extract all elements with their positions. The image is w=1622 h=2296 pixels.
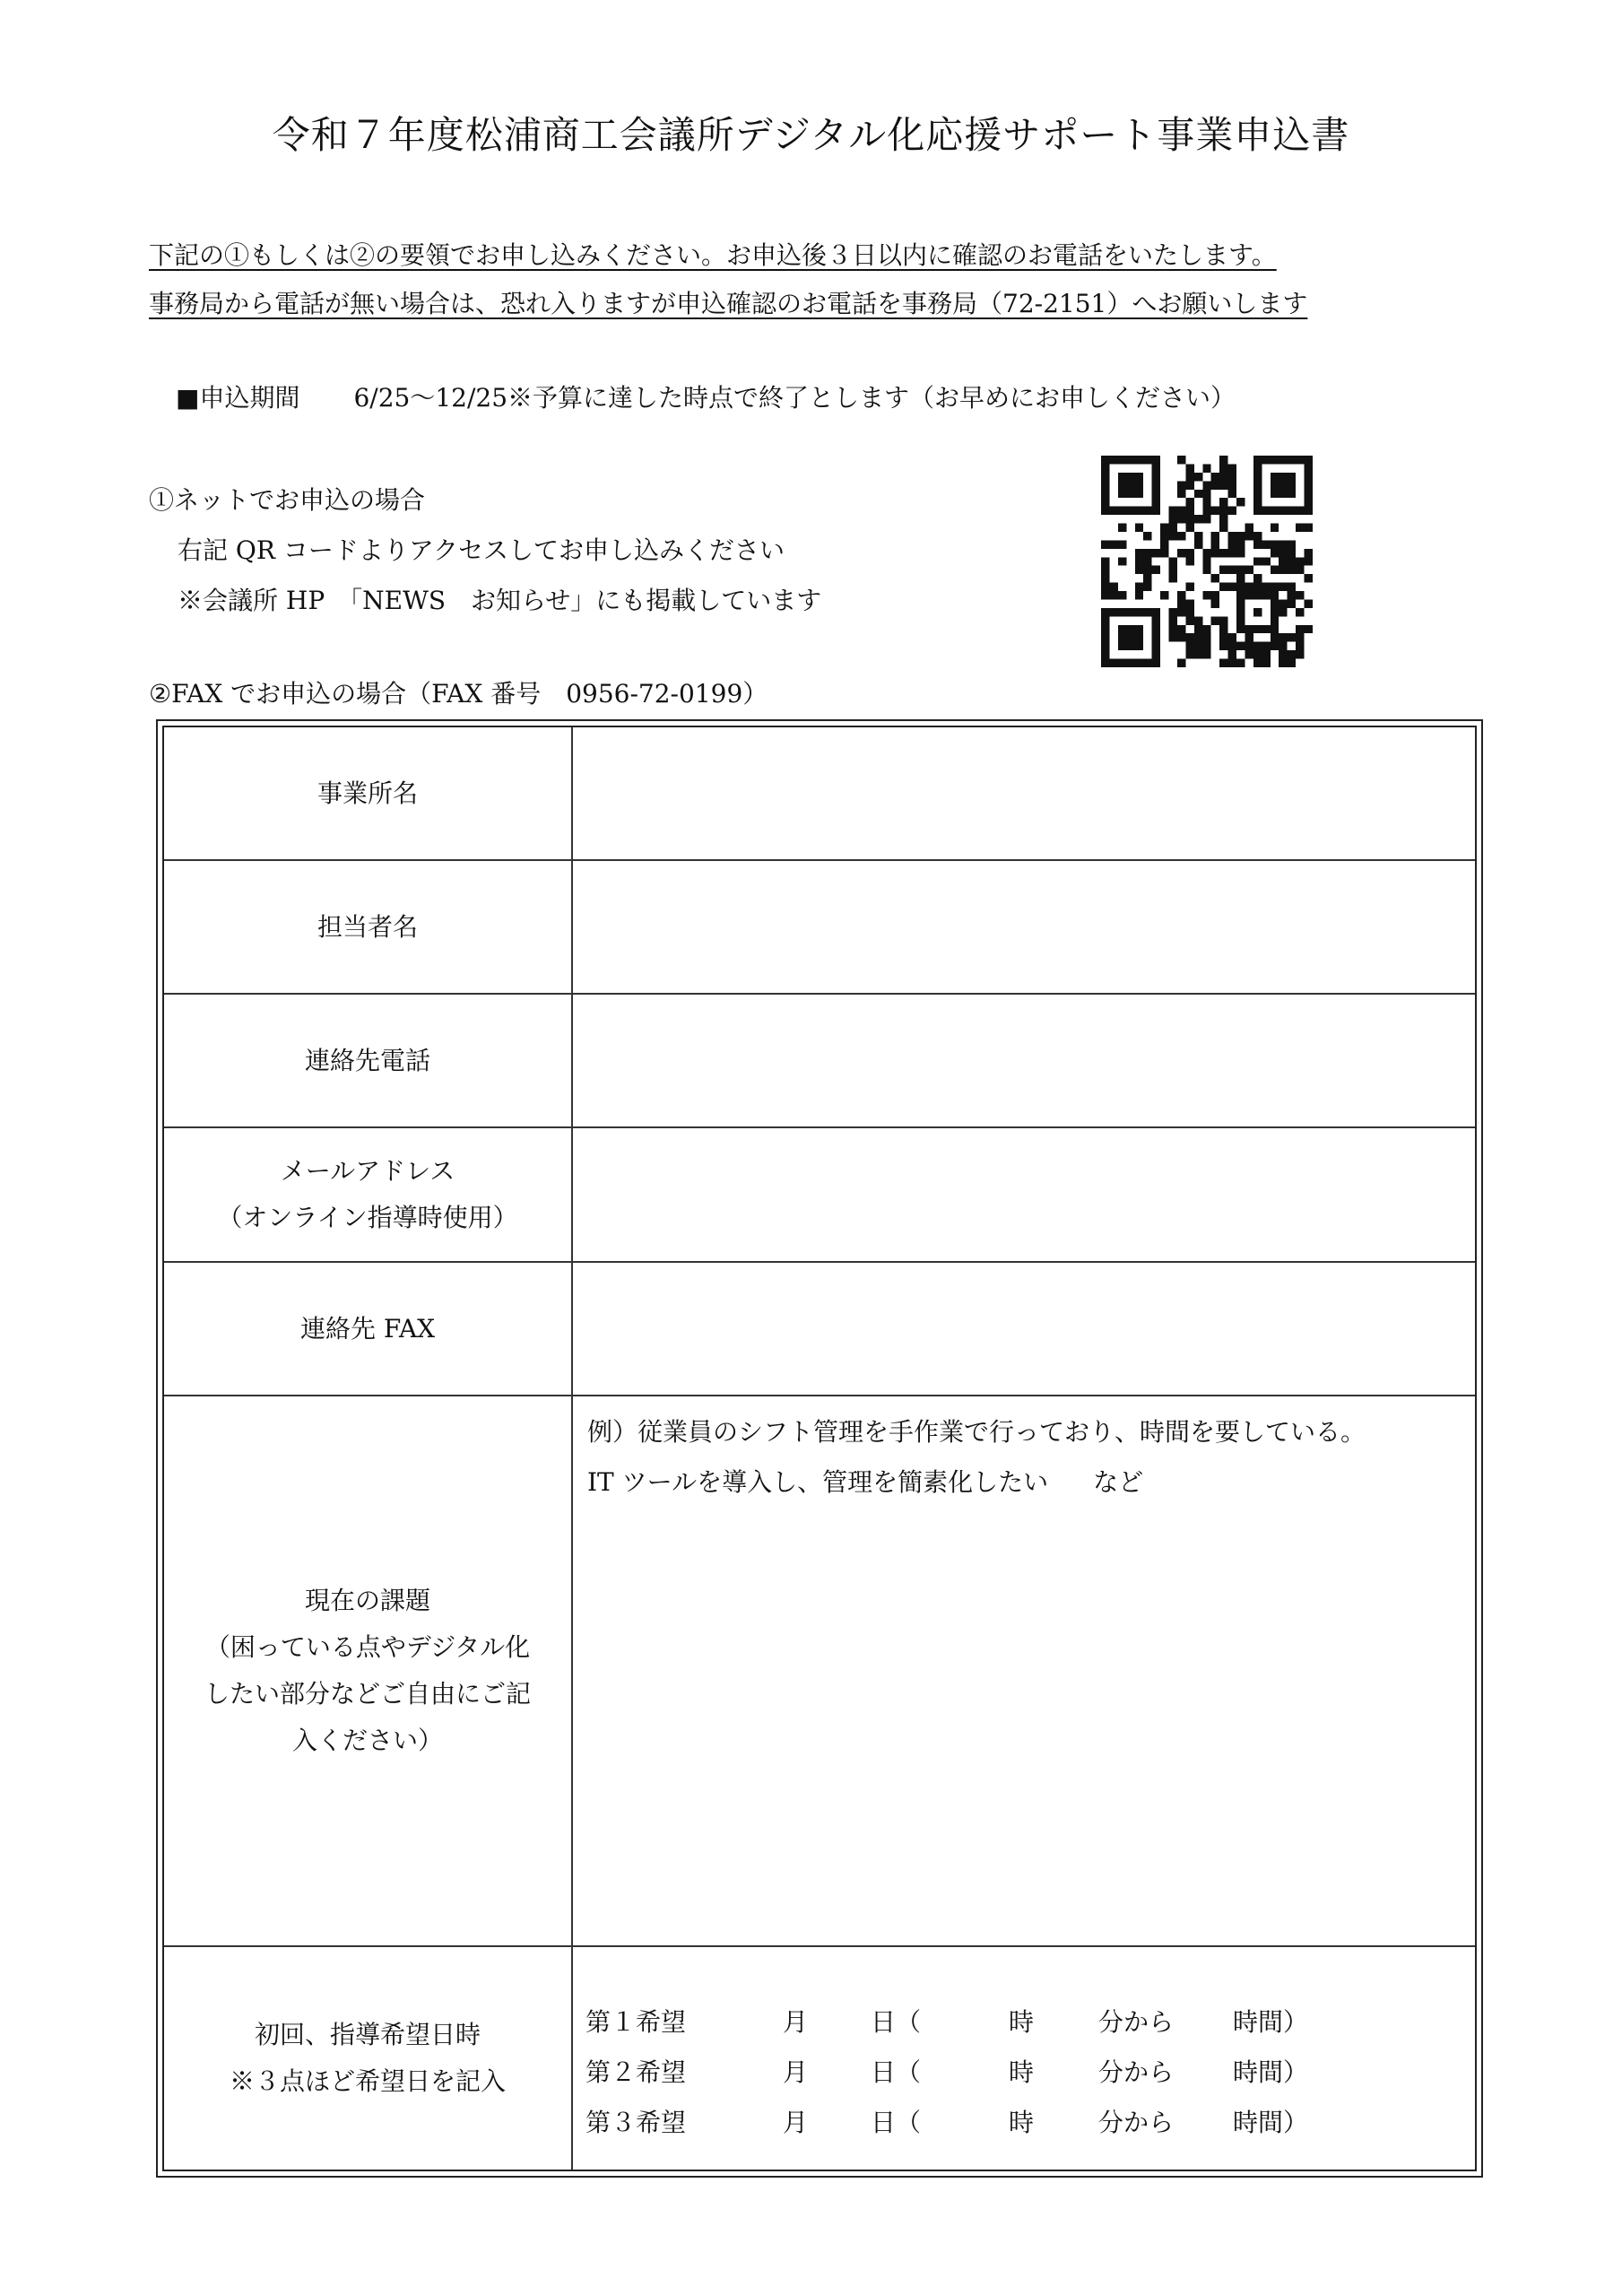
online-line-1: 右記 QR コードよりアクセスしてお申し込みください [178, 535, 785, 565]
schedule-row[interactable] [585, 2048, 1475, 2098]
issue-example-line-3: など [1093, 1467, 1144, 1497]
schedule-choice: 第２希望 [585, 2057, 687, 2087]
schedule-minute: 分から [1098, 2057, 1175, 2087]
issue-label-line-3: したい部分などご自由にご記 [204, 1679, 531, 1709]
email-label [164, 1128, 573, 1263]
schedule-choice: 第１希望 [585, 2007, 687, 2037]
contact-person-label: 担当者名 [164, 861, 573, 995]
schedule-label-line-1: 初回、指導希望日時 [254, 2020, 481, 2049]
intro-line-2: 事務局から電話が無い場合は、恐れ入りますが申込確認のお電話を事務局（72-2151）へお願いします [149, 289, 1308, 318]
phone-field[interactable] [573, 995, 1475, 1128]
email-label-line-2: （オンライン指導時使用） [217, 1203, 518, 1232]
form-grid [162, 726, 1477, 2171]
business-name-label: 事業所名 [164, 727, 573, 861]
schedule-month: 月 [783, 2007, 809, 2037]
current-issue-label [164, 1396, 573, 1947]
schedule-month: 月 [783, 2108, 809, 2137]
email-field[interactable] [573, 1128, 1475, 1263]
online-application-section [149, 475, 821, 626]
contact-person-field[interactable] [573, 861, 1475, 995]
issue-label-line-2: （困っている点やデジタル化 [204, 1632, 531, 1662]
schedule-label-line-2: ※３点ほど希望日を記入 [229, 2066, 506, 2096]
issue-example-line-1: 例）従業員のシフト管理を手作業で行っており、時間を要している。 [587, 1417, 1366, 1447]
period-label: ■申込期間 [176, 383, 300, 413]
intro-line-1: 下記の①もしくは②の要領でお申し込みください。お申込後３日以内に確認のお電話をいたします。 [149, 240, 1277, 270]
schedule-duration: 時間） [1233, 2057, 1309, 2087]
schedule-row[interactable] [585, 2098, 1475, 2148]
schedule-month: 月 [783, 2057, 809, 2087]
issue-label-line-4: 入ください） [291, 1726, 443, 1755]
schedule-day: 日（ [871, 2108, 922, 2137]
current-issue-field[interactable] [573, 1396, 1475, 1947]
schedule-hour: 時 [1009, 2108, 1035, 2137]
fax-heading: ②FAX でお申込の場合（FAX 番号 0956-72-0199） [149, 679, 768, 709]
fax-label: 連絡先 FAX [164, 1263, 573, 1396]
online-heading: ①ネットでお申込の場合 [149, 485, 426, 515]
business-name-field[interactable] [573, 727, 1475, 861]
schedule-day: 日（ [871, 2007, 922, 2037]
schedule-day: 日（ [871, 2057, 922, 2087]
fax-field[interactable] [573, 1263, 1475, 1396]
schedule-choice: 第３希望 [585, 2108, 687, 2137]
email-label-line-1: メールアドレス [280, 1156, 455, 1186]
phone-label: 連絡先電話 [164, 995, 573, 1128]
schedule-field[interactable] [573, 1947, 1475, 2170]
qr-code[interactable] [1101, 456, 1313, 667]
issue-example-line-2: IT ツールを導入し、管理を簡素化したい [587, 1467, 1049, 1497]
schedule-hour: 時 [1009, 2057, 1035, 2087]
schedule-duration: 時間） [1233, 2007, 1309, 2037]
page-title: 令和７年度松浦商工会議所デジタル化応援サポート事業申込書 [272, 113, 1350, 157]
schedule-row[interactable] [585, 1997, 1475, 2048]
period-text: 6/25～12/25※予算に達した時点で終了とします（お早めにお申しください） [353, 383, 1236, 413]
schedule-minute: 分から [1098, 2007, 1175, 2037]
application-period [176, 378, 1236, 414]
issue-label-line-1: 現在の課題 [304, 1586, 430, 1615]
intro-text [149, 231, 1307, 328]
online-line-2: ※会議所 HP 「NEWS お知らせ」にも掲載しています [178, 586, 822, 615]
schedule-minute: 分から [1098, 2108, 1175, 2137]
schedule-label [164, 1947, 573, 2170]
schedule-hour: 時 [1009, 2007, 1035, 2037]
schedule-duration: 時間） [1233, 2108, 1309, 2137]
application-form [156, 719, 1483, 2178]
